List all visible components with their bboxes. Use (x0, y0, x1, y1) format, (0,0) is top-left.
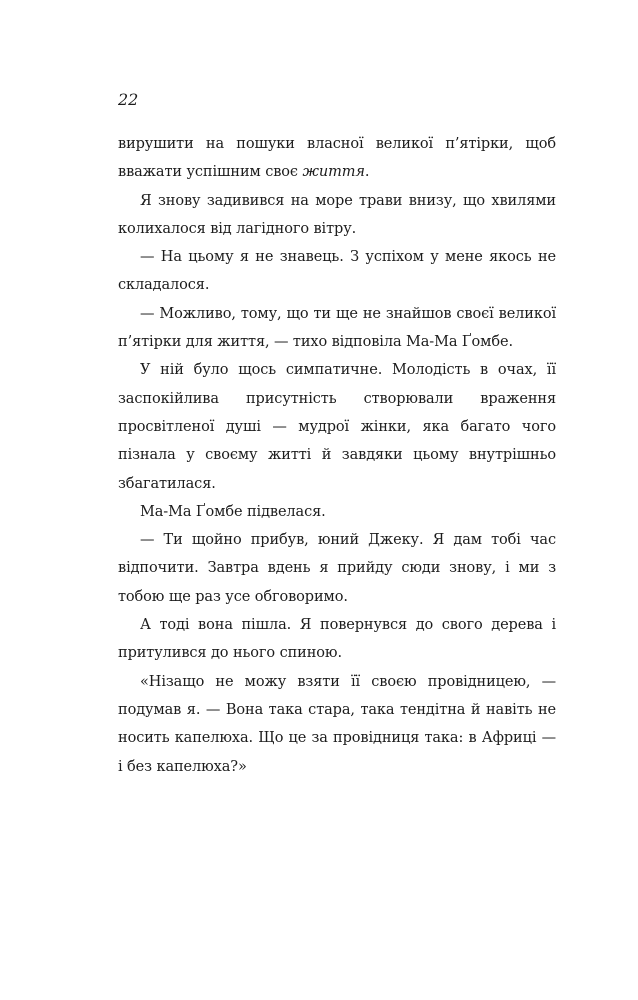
paragraph-8: А тоді вона пішла. Я повернувся до свого дерева і притулився до нього спиною. (118, 617, 556, 662)
emphasized-word: життя (302, 164, 365, 181)
paragraph-1-suffix: . (364, 164, 370, 181)
page-number: 22 (118, 90, 139, 109)
paragraph-1-text: вирушити на пошуки власної великої п’ятірки, щоб вважати успішним своє (118, 136, 556, 181)
paragraph-2: Я знову задивився на море трави внизу, що хвилями колихалося від лагідного вітру. (118, 192, 556, 237)
paragraph-7: — Ти щойно прибув, юний Джеку. Я дам тобі час відпочити. Завтра вдень я прийду сюди знову, і ми з тобою ще раз усе обговоримо. (118, 532, 556, 605)
paragraph-4: — Можливо, тому, що ти ще не знайшов своєї великої п’ятірки для життя, — тихо відповіла Ма-Ма Ґомбе. (118, 305, 556, 351)
paragraph-1 (118, 130, 556, 187)
paragraph-5: У ній було щось симпатичне. Молодість в очах, її заспокійлива присутність створювали враження просвітленої душі — мудрої жінки, яка багато чого пізнала у своєму житті й завдяки цьому внутрішньо збагатилася. (118, 362, 556, 492)
paragraph-6: Ма-Ма Ґомбе підвелася. (140, 503, 326, 520)
paragraph-9: «Нізащо не можу взяти її своєю провідницею, — подумав я. — Вона така стара, така тендітна й навіть не носить капелюха. Що це за провідниця така: в Африці — і без капелюха?» (118, 673, 556, 775)
body-text (118, 130, 556, 781)
paragraph-3: — На цьому я не знавець. З успіхом у мене якось не складалося. (118, 249, 556, 294)
